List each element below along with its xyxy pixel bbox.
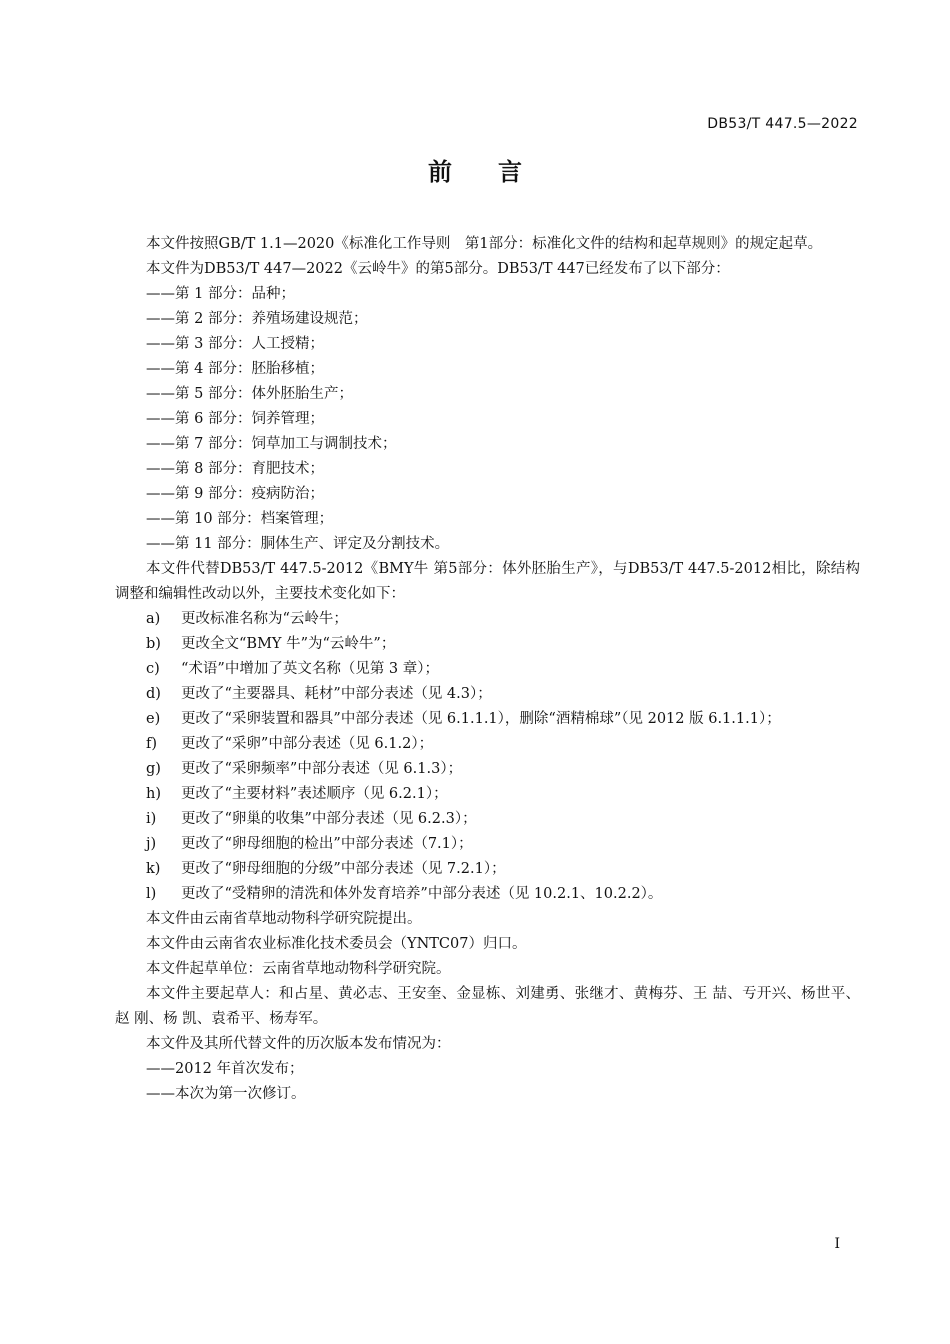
list-item	[115, 857, 860, 882]
list-text: 更改标准名称为“云岭牛；	[181, 611, 348, 627]
list-item	[115, 682, 860, 707]
document-code: DB53/T 447.5—2022	[707, 116, 858, 132]
list-text: 更改了“卵母细胞的检出”中部分表述（7.1）；	[181, 836, 473, 852]
list-item	[115, 782, 860, 807]
proposed-by: 本文件由云南省草地动物科学研究院提出。	[146, 911, 422, 927]
list-marker: g)	[146, 761, 161, 777]
list-marker: b)	[146, 636, 161, 652]
list-marker: l)	[146, 886, 157, 902]
drafting-unit: 本文件起草单位：云南省草地动物科学研究院。	[146, 961, 451, 977]
list-text: 更改全文“BMY 牛”为“云岭牛”；	[181, 636, 396, 652]
list-marker: j)	[146, 836, 157, 852]
list-text: 更改了“受精卵的清洗和体外发育培养”中部分表述（见 10.2.1、10.2.2）。	[181, 886, 663, 902]
list-item: ——第 2 部分：养殖场建设规范；	[146, 311, 368, 327]
list-text: 更改了“卵母细胞的分级”中部分表述（见 7.2.1）；	[181, 861, 506, 877]
drafters: 本文件主要起草人：和占星、黄必志、王安奎、金显栋、刘建勇、张继才、黄梅芬、王 喆、亐开兴、杨世平、赵 刚、杨 凯、袁希平、杨寿军。	[115, 986, 860, 1027]
list-marker: h)	[146, 786, 161, 802]
list-item	[115, 632, 860, 657]
list-item: ——第 9 部分：疫病防治；	[146, 486, 324, 502]
list-text: 更改了“主要器具、耗材”中部分表述（见 4.3）；	[181, 686, 492, 702]
list-item	[115, 732, 860, 757]
intro-paragraph: 本文件按照GB/T 1.1—2020《标准化工作导则 第1部分：标准化文件的结构和起草规则》的规定起草。	[146, 236, 823, 252]
page-number: I	[834, 1236, 840, 1252]
list-item	[115, 807, 860, 832]
centralized-by: 本文件由云南省农业标准化技术委员会（YNTC07）归口。	[146, 936, 527, 952]
list-text: 更改了“卵巢的收集”中部分表述（见 6.2.3）；	[181, 811, 477, 827]
list-item	[115, 607, 860, 632]
page-title: 前言	[428, 158, 568, 186]
history-list	[115, 1057, 860, 1107]
list-item	[115, 657, 860, 682]
parts-intro: 本文件为DB53/T 447—2022《云岭牛》的第5部分。DB53/T 447已经发布了以下部分：	[146, 261, 730, 277]
list-text: 更改了“采卵装置和器具”中部分表述（见 6.1.1.1），删除“酒精棉球”（见 2012 版 6.1.1.1）；	[181, 711, 781, 727]
list-marker: a)	[146, 611, 161, 627]
list-marker: k)	[146, 861, 161, 877]
list-item: ——2012 年首次发布；	[146, 1061, 304, 1077]
list-item: ——第 4 部分：胚胎移植；	[146, 361, 324, 377]
list-text: “术语”中增加了英文名称（见第 3 章）；	[181, 661, 440, 677]
list-item	[115, 832, 860, 857]
list-marker: f)	[146, 736, 158, 752]
list-marker: e)	[146, 711, 161, 727]
list-item: ——第 8 部分：育肥技术；	[146, 461, 324, 477]
list-item: ——第 6 部分：饲养管理；	[146, 411, 324, 427]
list-marker: d)	[146, 686, 161, 702]
replace-paragraph: 本文件代替DB53/T 447.5-2012《BMY牛 第5部分：体外胚胎生产》，与DB53/T 447.5-2012相比，除结构调整和编辑性改动以外，主要技术变化如下：	[115, 561, 860, 602]
list-item: ——第 11 部分：胴体生产、评定及分割技术。	[146, 536, 450, 552]
list-item	[115, 882, 860, 907]
parts-list	[115, 282, 860, 557]
list-item: ——第 1 部分：品种；	[146, 286, 295, 302]
list-item	[115, 757, 860, 782]
history-intro: 本文件及其所代替文件的历次版本发布情况为：	[146, 1036, 451, 1052]
list-item: ——第 5 部分：体外胚胎生产；	[146, 386, 353, 402]
list-item: ——本次为第一次修订。	[146, 1086, 306, 1102]
list-item: ——第 3 部分：人工授精；	[146, 336, 324, 352]
list-text: 更改了“采卵频率”中部分表述（见 6.1.3）；	[181, 761, 463, 777]
list-text: 更改了“主要材料”表述顺序（见 6.2.1）；	[181, 786, 448, 802]
document-body	[115, 232, 860, 1107]
changes-list	[115, 607, 860, 907]
list-item	[115, 707, 860, 732]
list-text: 更改了“采卵”中部分表述（见 6.1.2）；	[181, 736, 434, 752]
list-item: ——第 7 部分：饲草加工与调制技术；	[146, 436, 397, 452]
list-item: ——第 10 部分：档案管理；	[146, 511, 334, 527]
list-marker: c)	[146, 661, 160, 677]
list-marker: i)	[146, 811, 157, 827]
